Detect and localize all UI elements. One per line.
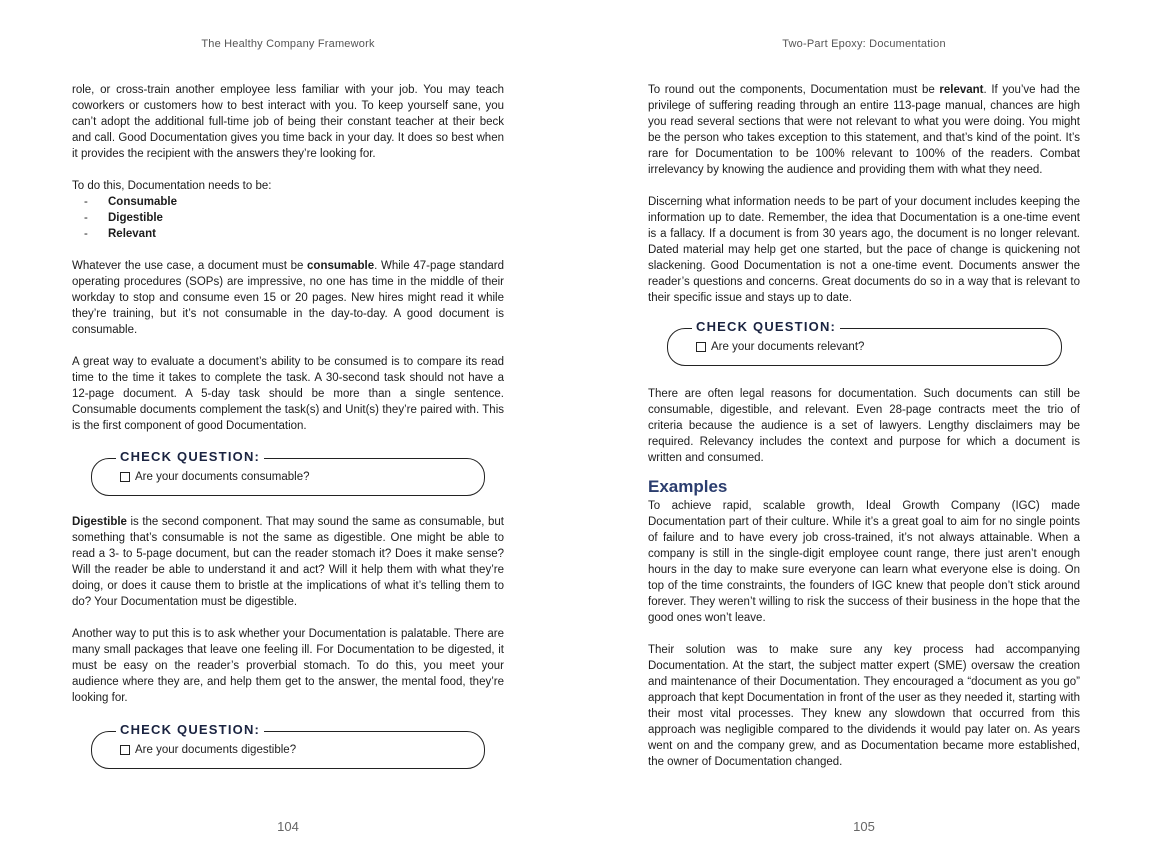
paragraph-text: Their solution was to make sure any key process had accompanying Documentation. At the start, the subject matter expert (SME) oversaw the creation and maintenance of their Documentation. They encouraged a “document as you go” approach that kept Documentation in front of the user as they needed it, starting with their most vital processes. They knew any slowdown that occurred from this approach was negligible compared to the dividends it would pay later on. As years went on and the company grew, and as Documentation became more established, the owner of Documentation changed. xyxy=(648,644,1080,768)
check-question-title: CHECK QUESTION: xyxy=(116,449,264,464)
section-heading: Examples xyxy=(648,477,728,496)
paragraph xyxy=(72,258,504,338)
list-item: - Digestible xyxy=(72,210,504,226)
check-question-box xyxy=(667,319,1062,366)
paragraph-text: To achieve rapid, scalable growth, Ideal Growth Company (IGC) made Documentation part of their culture. While it’s a great goal to aim for no single points of failure and to have every job cross-trained, it’s not always attainable. When a company is still in the single-digit employee count range, there just aren’t enough hours in the day to make sure everyone can learn what everyone else is doing. On top of the time constraints, the founders of IGC knew that people don’t stick around forever. They weren’t willing to risk the success of their business in the hope that the good ones won’t leave. xyxy=(648,500,1080,624)
bold-term: consumable xyxy=(307,260,375,272)
bold-term: relevant xyxy=(939,84,984,96)
paragraph xyxy=(72,354,504,434)
check-question-text: Are your documents digestible? xyxy=(135,744,297,756)
bold-term: Digestible xyxy=(72,516,127,528)
page-number: 104 xyxy=(277,819,299,834)
paragraph xyxy=(648,386,1080,466)
paragraph-text: role, or cross-train another employee less familiar with your job. You may teach coworkers or customers how to best interact with you. To keep yourself sane, you can’t adopt the additional full-time job of being their constant teacher at their beck and call. Good Documentation gives you time back in your day. It does so best when it provides the recipient with the answers they’re looking for. xyxy=(72,84,504,160)
check-question-title: CHECK QUESTION: xyxy=(692,319,840,334)
paragraph-text xyxy=(648,82,1080,178)
list-intro: To do this, Documentation needs to be: xyxy=(72,180,272,192)
paragraph xyxy=(72,82,504,162)
paragraph xyxy=(648,82,1080,178)
paragraph-text: A great way to evaluate a document’s ability to be consumed is to compare its read time to the time it takes to complete the task. A 30-second task should not have a 12-page document. A 5-day task should be more than a single sentence. Consumable documents complement the task(s) and Unit(s) they’re paired with. This is the first component of good Documentation. xyxy=(72,356,504,432)
right-page xyxy=(576,0,1152,864)
check-question-box xyxy=(91,449,485,496)
paragraph-text: Discerning what information needs to be part of your document includes keeping the information up to date. Remember, the idea that Documentation is a one-time event is a fallacy. If a document is from 30 years ago, the document is no longer relevant. Dated material may help get one started, but the pace of change is quickening not slackening. Good Documentation is not a one-time event. Documents answer the reader’s questions and concerns. Great documents do so in a way that is relevant to their specific issue and stays up to date. xyxy=(648,196,1080,304)
component-list xyxy=(72,194,504,242)
paragraph xyxy=(72,178,504,242)
list-item: - Consumable xyxy=(72,194,504,210)
checkbox-icon[interactable] xyxy=(696,342,706,352)
checkbox-icon[interactable] xyxy=(120,472,130,482)
paragraph xyxy=(648,498,1080,626)
paragraph xyxy=(648,194,1080,306)
paragraph xyxy=(72,514,504,610)
text-run: . While 47-page standard operating procedures (SOPs) are impressive, no one has time in the middle of their workday to stop and consume even 15 or 20 pages. New hires might read it while they’re training, but it’s not consumable in the day-to-day. A good document is consumable. xyxy=(72,260,504,336)
check-question-box xyxy=(91,722,485,769)
running-head-left: The Healthy Company Framework xyxy=(201,38,375,50)
page-number: 105 xyxy=(853,819,875,834)
check-question-item xyxy=(120,744,296,756)
paragraph-text xyxy=(72,514,504,610)
text-run: To round out the components, Documentation must be xyxy=(648,84,940,96)
text-run: Whatever the use case, a document must be xyxy=(72,260,308,272)
check-question-title: CHECK QUESTION: xyxy=(116,722,264,737)
check-question-item xyxy=(696,341,864,353)
text-run: . If you’ve had the privilege of suffering reading through an entire 113-page manual, chances are high you read several sections that were not relevant to what you were doing. You might be the person who takes exception to this statement, and that’s kind of the point. It’s rare for Documentation to be 100% relevant to 100% of the readers. Combat irrelevancy by knowing the audience and providing them with what they need. xyxy=(648,84,1080,176)
paragraph xyxy=(648,642,1080,770)
check-question-item xyxy=(120,471,310,483)
paragraph-text: There are often legal reasons for documentation. Such documents can still be consumable, digestible, and relevant. Even 28-page contracts meet the trio of criteria because the audience is a set of lawyers. Lengthy disclaimers may be required. Relevancy includes the context and purpose for which a document is written and consumed. xyxy=(648,388,1080,464)
paragraph-text: Another way to put this is to ask whether your Documentation is palatable. There are many small packages that leave one feeling ill. For Documentation to be digested, it must be easy on the reader’s proverbial stomach. To do this, you meet your audience where they are, and help them get to the answer, the mental food, they’re looking for. xyxy=(72,628,504,704)
paragraph-text xyxy=(72,258,504,338)
text-run: is the second component. That may sound the same as consumable, but something that’s consumable is not the same as digestible. One might be able to read a 3- to 5-page document, but can the reader stomach it? Does it make sense? Will the reader be able to understand it and act? Will it help them with what they’re doing, or does it cause them to bristle at the implications of what it’s telling them to do? Your Documentation must be digestible. xyxy=(72,516,504,608)
paragraph xyxy=(72,626,504,706)
list-item: - Relevant xyxy=(72,226,504,242)
check-question-text: Are your documents consumable? xyxy=(135,471,310,483)
check-question-text: Are your documents relevant? xyxy=(711,341,865,353)
running-head-right: Two-Part Epoxy: Documentation xyxy=(782,38,946,50)
checkbox-icon[interactable] xyxy=(120,745,130,755)
